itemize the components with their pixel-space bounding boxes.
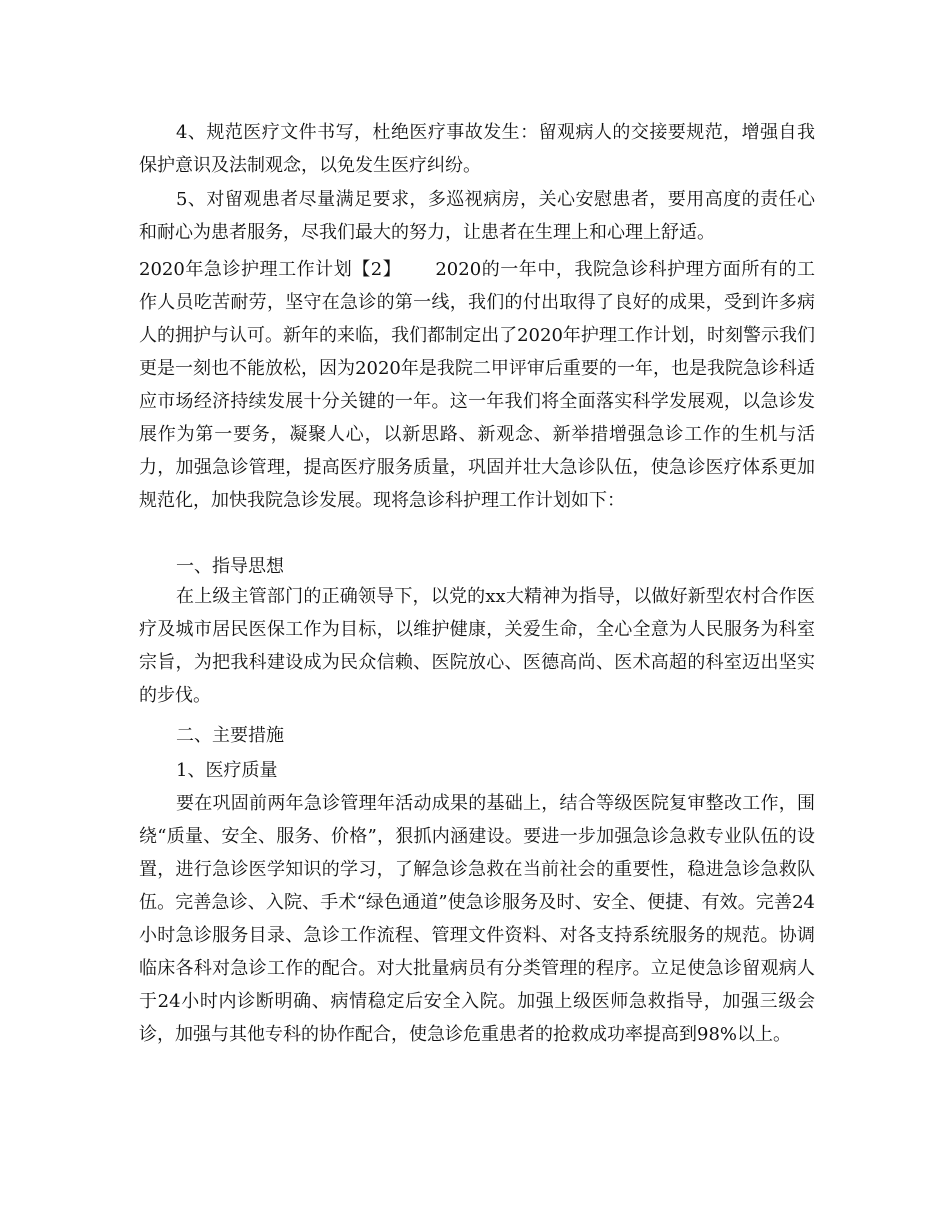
heading-guiding-thought: 一、指导思想 <box>176 556 284 577</box>
heading-main-measures: 二、主要措施 <box>176 725 284 746</box>
paragraph-item-5: 5、对留观患者尽量满足要求，多巡视病房，关心安慰患者，要用高度的责任心和耐心为患者服务，尽我们最大的努力，让患者在生理上和心理上舒适。 <box>139 189 815 243</box>
section-title: 2020年急诊护理工作计划【2】 <box>139 259 402 280</box>
paragraph-guiding-thought: 在上级主管部门的正确领导下，以党的xx大精神为指导，以做好新型农村合作医疗及城市居民医保工作为目标，以维护健康，关爱生命，全心全意为人民服务为科室宗旨，为把我科建设成为民众信赖、医院放心、医德高尚、医术高超的科室迈出坚实的步伐。 <box>139 586 815 706</box>
paragraph-medical-quality: 要在巩固前两年急诊管理年活动成果的基础上，结合等级医院复审整改工作，围绕“质量、安全、服务、价格”，狠抓内涵建设。要进一步加强急诊急救专业队伍的设置，进行急诊医学知识的学习，了解急诊急救在当前社会的重要性，稳进急诊急救队伍。完善急诊、入院、手术“绿色通道”使急诊服务及时、安全、便捷、有效。完善24小时急诊服务目录、急诊工作流程、管理文件资料、对各支持系统服务的规范。协调临床各科对急诊工作的配合。对大批量病员有分类管理的程序。立足使急诊留观病人于24小时内诊断明确、病情稳定后安全入院。加强上级医师急救指导，加强三级会诊，加强与其他专科的协作配合，使急诊危重患者的抢救成功率提高到98%以上。 <box>139 793 815 1045</box>
paragraph-item-4: 4、规范医疗文件书写，杜绝医疗事故发生：留观病人的交接要规范，增强自我保护意识及法制观念，以免发生医疗纠纷。 <box>139 122 815 176</box>
intro-text: 2020的一年中，我院急诊科护理方面所有的工作人员吃苦耐劳，坚守在急诊的第一线，我们的付出取得了良好的成果，受到许多病人的拥护与认可。新年的来临，我们都制定出了2020年护理工作计划，时刻警示我们更是一刻也不能放松，因为2020年是我院二甲评审后重要的一年，也是我院急诊科适应市场经济持续发展十分关键的一年。这一年我们将全面落实科学发展观，以急诊发展作为第一要务，凝聚人心，以新思路、新观念、新举措增强急诊工作的生机与活力，加强急诊管理，提高医疗服务质量，巩固并壮大急诊队伍，使急诊医疗体系更加规范化，加快我院急诊发展。现将急诊科护理工作计划如下： <box>139 259 815 511</box>
intro-paragraph <box>139 253 815 517</box>
heading-medical-quality: 1、医疗质量 <box>176 760 278 781</box>
